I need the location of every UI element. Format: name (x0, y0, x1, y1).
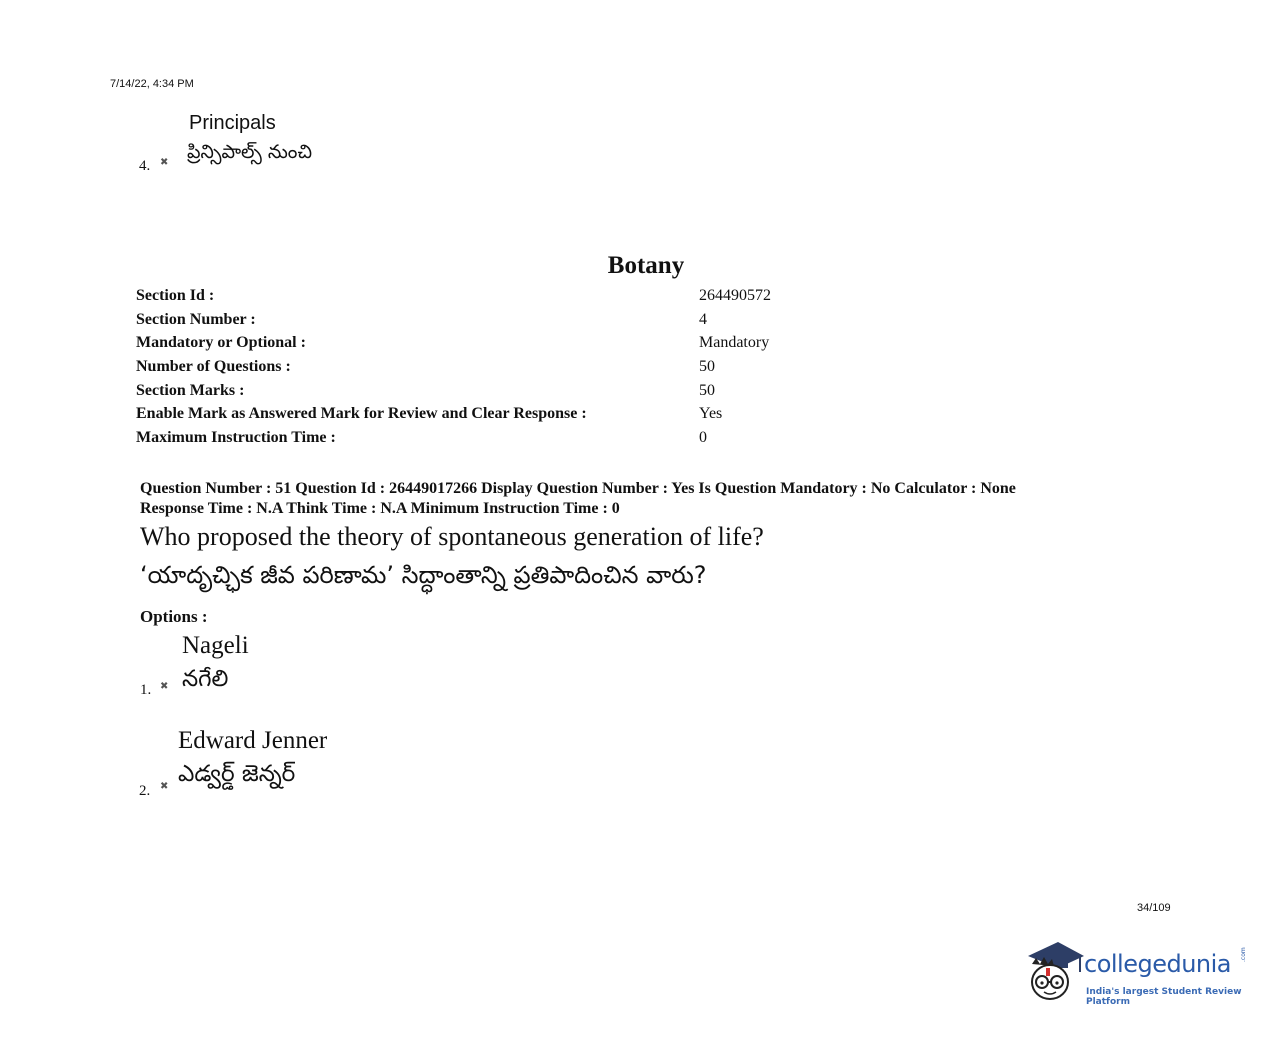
page-number: 34/109 (1137, 902, 1171, 914)
option-2-english: Edward Jenner (178, 727, 328, 754)
table-row (134, 284, 771, 308)
max-instruction-time-label: Maximum Instruction Time : (136, 428, 336, 446)
cross-mark-icon: ✖ (160, 781, 169, 792)
section-marks-value: 50 (699, 381, 715, 399)
num-questions-value: 50 (699, 357, 715, 375)
question-meta-line-1: Question Number : 51 Question Id : 26449017266 Display Question Number : Yes Is Question Mandatory : No Calculator : None (140, 480, 1016, 497)
section-marks-label: Section Marks : (136, 381, 245, 399)
table-row (134, 308, 771, 332)
logo-domain-suffix: .com (1240, 947, 1247, 962)
table-row (134, 402, 771, 426)
section-id-value: 264490572 (699, 286, 771, 304)
section-id-label: Section Id : (136, 286, 215, 304)
mandatory-value: Mandatory (699, 334, 770, 352)
print-timestamp: 7/14/22, 4:34 PM (110, 78, 194, 90)
section-number-label: Section Number : (136, 310, 256, 328)
table-row (134, 426, 771, 450)
question-text-telugu: ‘యాదృచ్ఛిక జీవ పరిణామ’ సిద్ధాంతాన్ని ప్రతిపాదించిన వారు? (140, 561, 707, 589)
question-meta (140, 479, 1016, 518)
logo-tagline: India's largest Student Review Platform (1086, 987, 1242, 1007)
option-1-telugu: నగేలి (182, 666, 229, 692)
option-4-telugu: ప్రిన్సిపాల్స్ నుంచి (187, 141, 312, 163)
section-details-table (134, 284, 771, 450)
option-4-number: 4. (139, 158, 151, 174)
options-label: Options : (140, 607, 208, 626)
num-questions-label: Number of Questions : (136, 357, 291, 375)
max-instruction-time-value: 0 (699, 428, 707, 446)
option-1-number: 1. (140, 682, 152, 698)
question-meta-line-2: Response Time : N.A Think Time : N.A Minimum Instruction Time : 0 (140, 499, 620, 517)
cross-mark-icon: ✖ (160, 681, 169, 692)
option-4-english: Principals (189, 112, 276, 134)
cross-mark-icon: ✖ (160, 157, 169, 168)
mandatory-label: Mandatory or Optional : (136, 334, 306, 352)
enable-mark-value: Yes (699, 405, 723, 423)
collegedunia-logo-mark (1024, 938, 1086, 1015)
option-1-english: Nageli (182, 632, 249, 659)
collegedunia-logo-text: collegedunia (1084, 950, 1232, 978)
section-title: Botany (607, 252, 685, 279)
question-text-english: Who proposed the theory of spontaneous generation of life? (140, 522, 764, 551)
table-row (134, 355, 771, 379)
option-2-number: 2. (139, 783, 151, 799)
enable-mark-label: Enable Mark as Answered Mark for Review and Clear Response : (136, 405, 587, 423)
option-2-telugu: ఎడ్వర్డ్ జెన్నర్ (178, 761, 296, 787)
table-row (134, 379, 771, 403)
table-row (134, 331, 771, 355)
section-number-value: 4 (699, 310, 707, 328)
